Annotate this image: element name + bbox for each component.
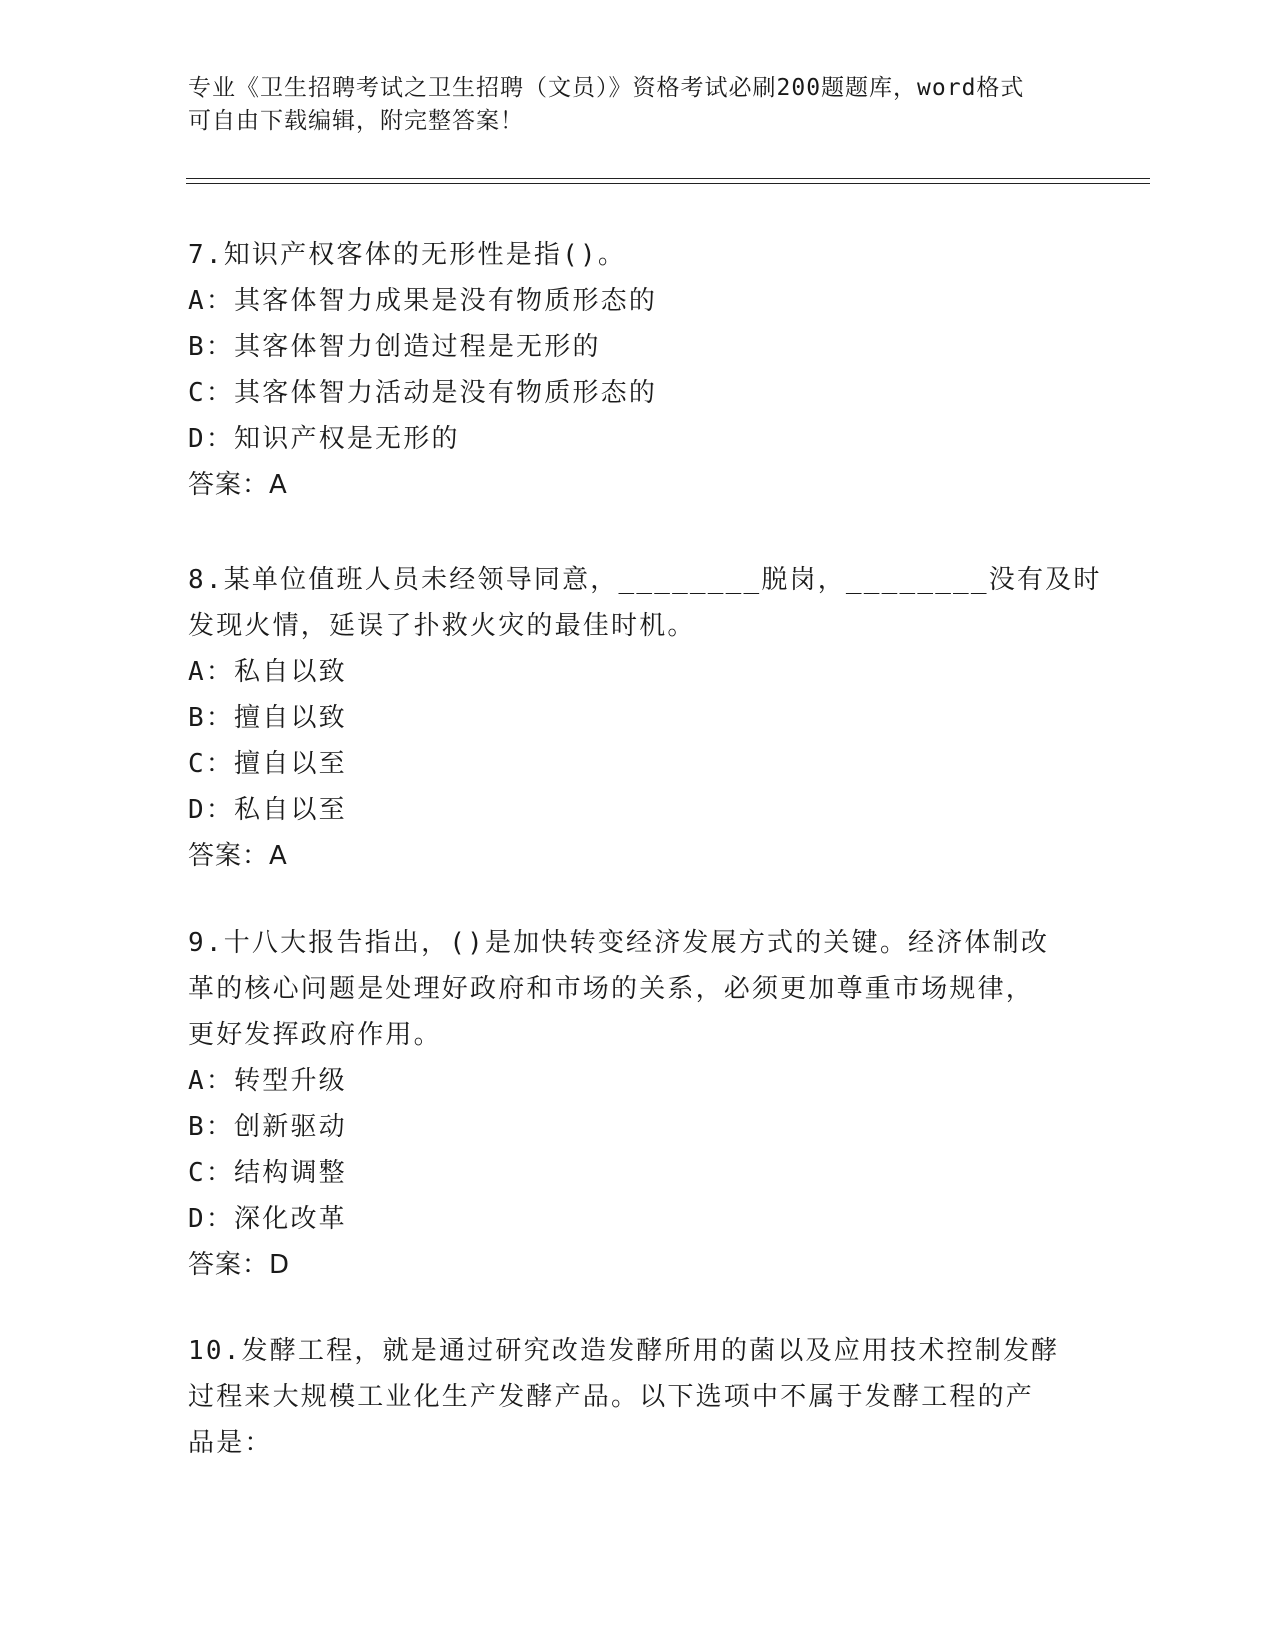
question-text: 8.某单位值班人员未经领导同意，________脱岗，________没有及时 [188, 565, 1102, 595]
option-a: A：私自以致 [188, 657, 347, 687]
question-10 [188, 1328, 1088, 1466]
option-b: B：其客体智力创造过程是无形的 [188, 332, 601, 362]
document-header [188, 72, 1088, 138]
option-a: A：转型升级 [188, 1066, 347, 1096]
option-b: B：擅自以致 [188, 703, 347, 733]
option-d: D：深化改革 [188, 1204, 347, 1234]
question-text: 更好发挥政府作用。 [188, 1020, 442, 1050]
question-text: 过程来大规模工业化生产发酵产品。以下选项中不属于发酵工程的产 [188, 1382, 1035, 1412]
option-b: B：创新驱动 [188, 1112, 347, 1142]
option-d: D：知识产权是无形的 [188, 424, 460, 454]
header-divider-bottom [186, 183, 1150, 184]
question-text: 9.十八大报告指出，()是加快转变经济发展方式的关键。经济体制改 [188, 928, 1050, 958]
answer: 答案：A [188, 841, 288, 871]
option-a: A：其客体智力成果是没有物质形态的 [188, 286, 658, 316]
question-9 [188, 920, 1088, 1288]
question-text: 7.知识产权客体的无形性是指()。 [188, 240, 627, 270]
header-title-line-1: 专业《卫生招聘考试之卫生招聘（文员）》资格考试必刷200题题库，word格式 [188, 75, 1025, 101]
option-d: D：私自以至 [188, 795, 347, 825]
question-text: 革的核心问题是处理好政府和市场的关系，必须更加尊重市场规律， [188, 974, 1035, 1004]
answer: 答案：D [188, 1250, 291, 1280]
header-title-line-2: 可自由下载编辑，附完整答案！ [188, 108, 524, 134]
question-text: 10.发酵工程，就是通过研究改造发酵所用的菌以及应用技术控制发酵 [188, 1336, 1060, 1366]
option-c: C：其客体智力活动是没有物质形态的 [188, 378, 658, 408]
answer: 答案：A [188, 470, 288, 500]
header-divider-top [186, 178, 1150, 179]
option-c: C：结构调整 [188, 1158, 347, 1188]
question-8 [188, 557, 1102, 879]
question-text: 发现火情，延误了扑救火灾的最佳时机。 [188, 611, 696, 641]
question-text: 品是： [188, 1428, 273, 1458]
option-c: C：擅自以至 [188, 749, 347, 779]
question-7 [188, 232, 1088, 508]
